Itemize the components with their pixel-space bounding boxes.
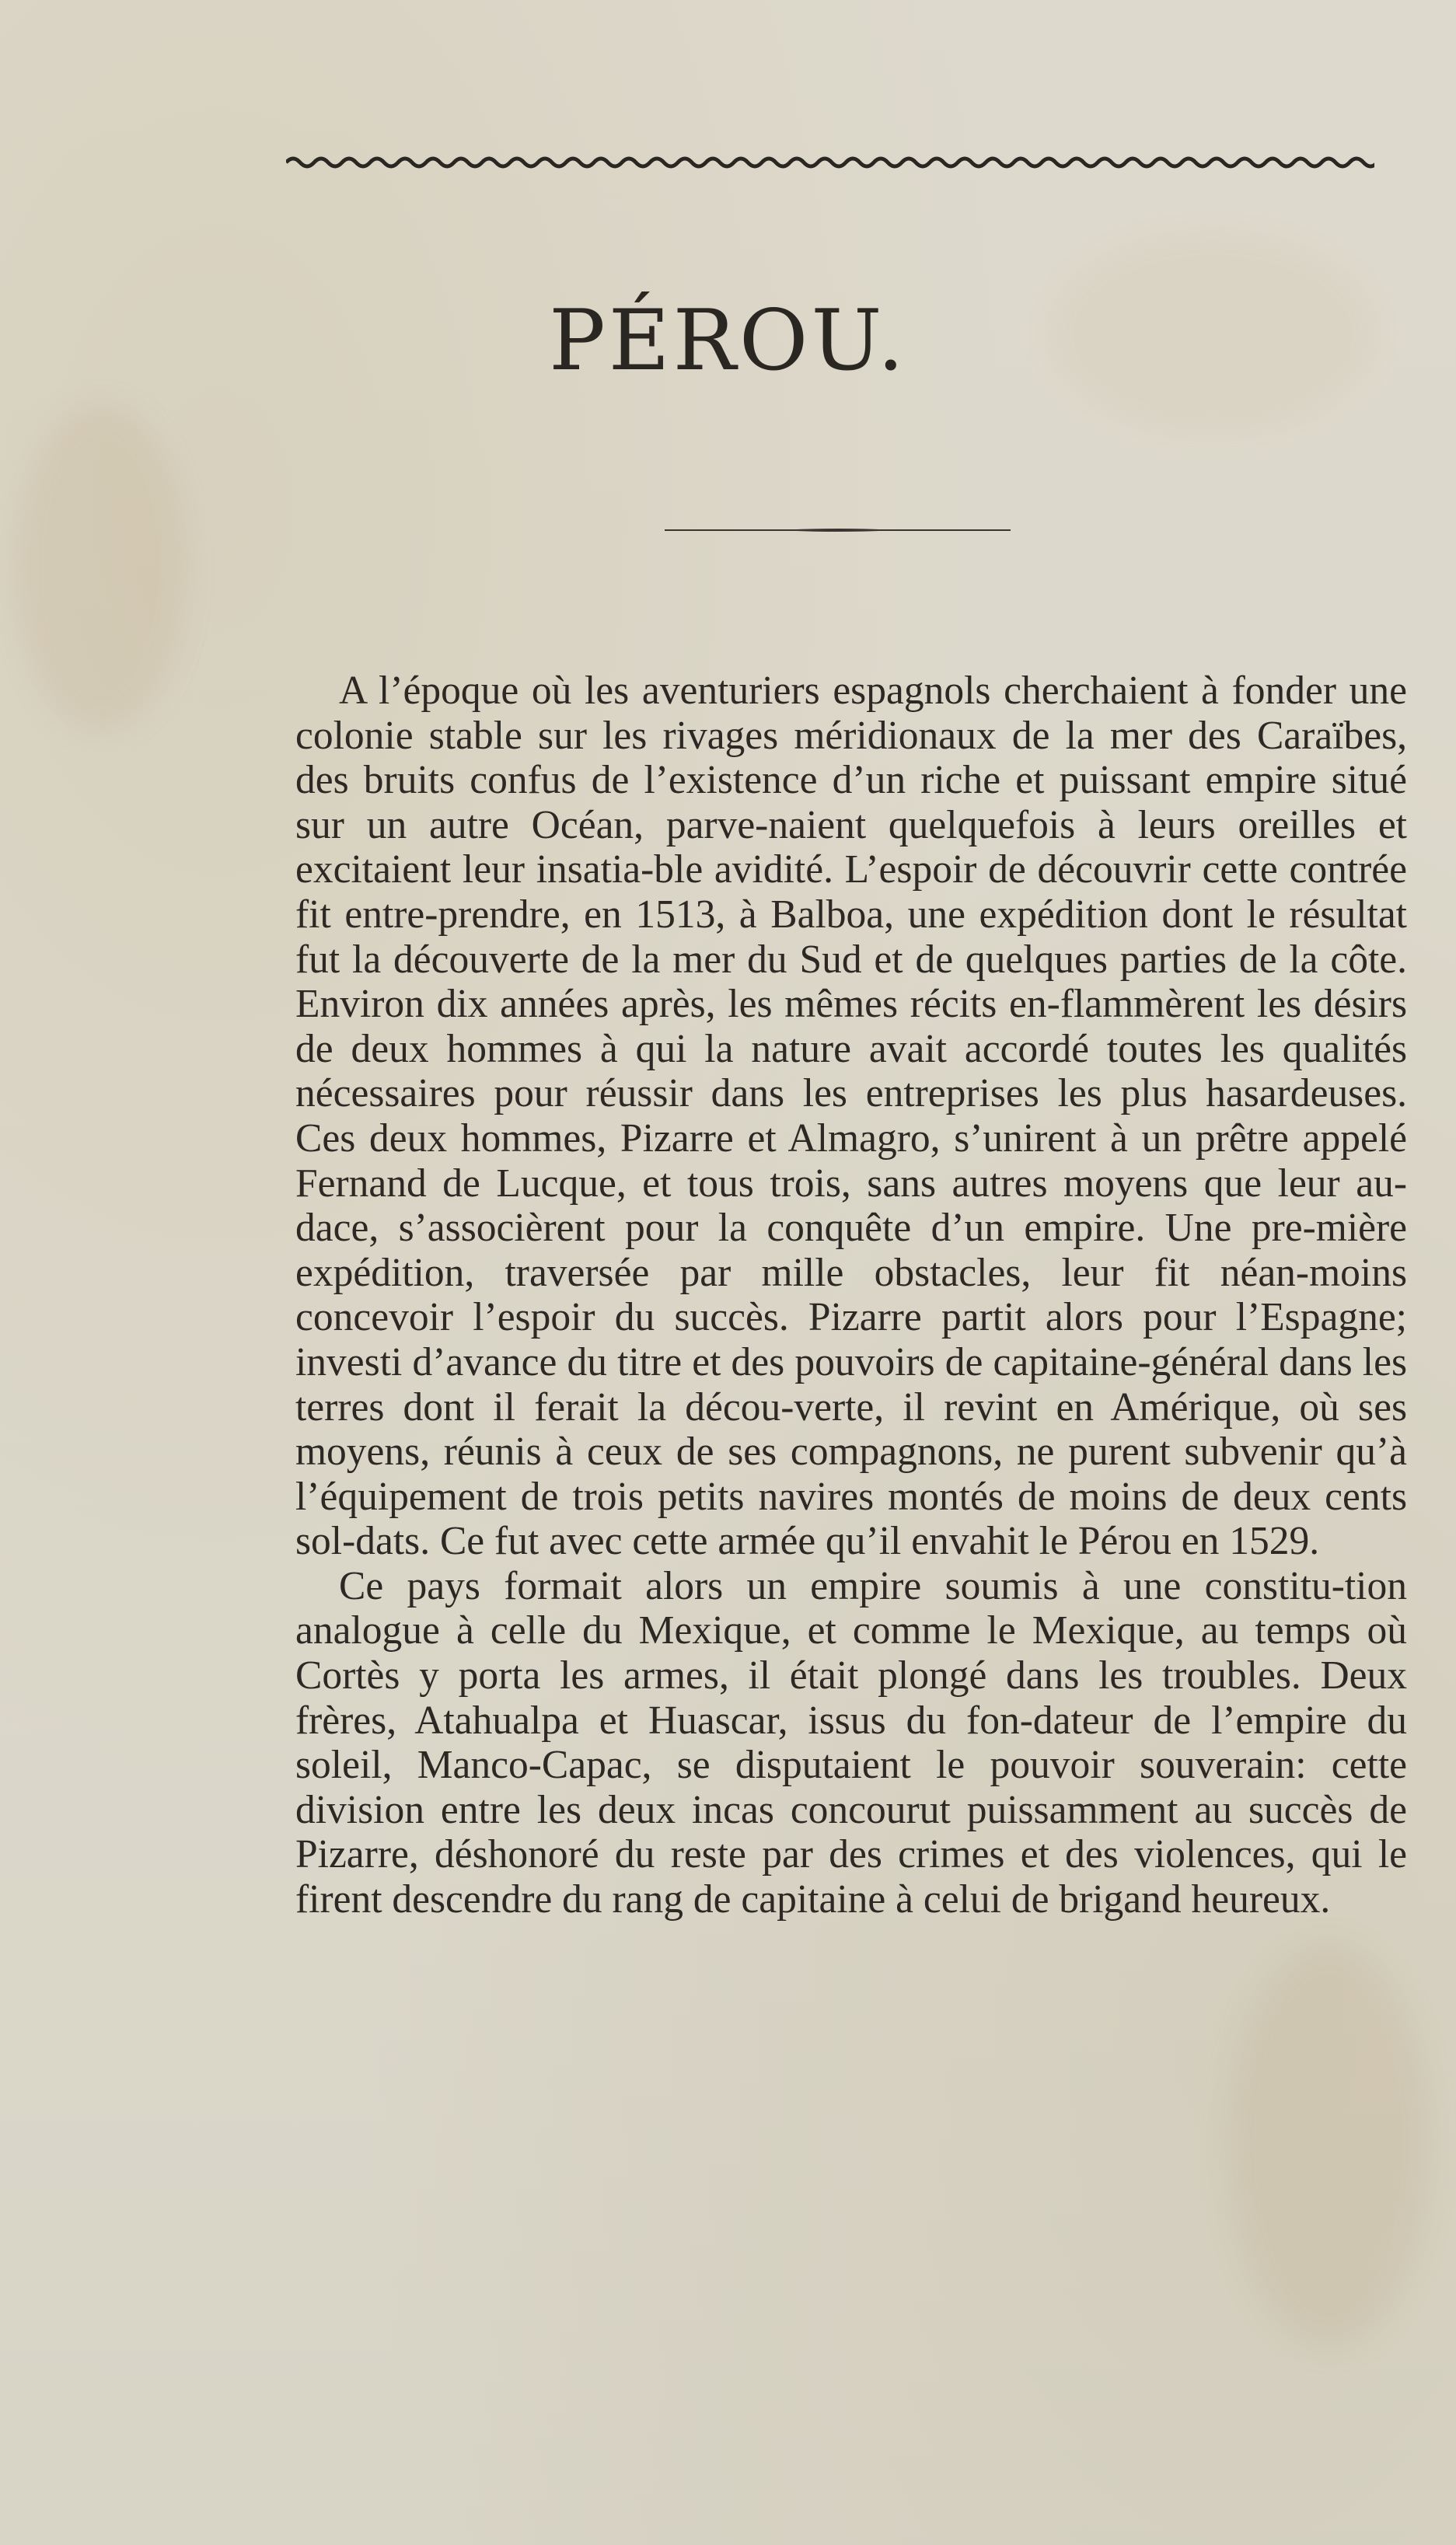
top-ornament-border — [286, 152, 1374, 173]
title-rule — [665, 527, 1011, 533]
body-text — [295, 669, 1407, 1922]
paper-stain — [16, 404, 187, 731]
paper-stain — [1228, 1943, 1430, 2348]
paragraph-1: A l’époque où les aventuriers espagnols cherchaient à fonder une colonie stable sur les rivages méridionaux de la mer des Caraïbes, des bruits confus de l’existence d’un riche et puissant empire situé sur un autre Océan, parve-naient quelquefois à leurs oreilles et excitaient leur insatia-ble avidité. L’espoir de découvrir cette contrée fit entre-prendre, en 1513, à Balboa, une expédition dont le résultat fut la découverte de la mer du Sud et de quelques parties de la côte. Environ dix années après, les mêmes récits en-flammèrent les désirs de deux hommes à qui la nature avait accordé toutes les qualités nécessaires pour réussir dans les entreprises les plus hasardeuses. Ces deux hommes, Pizarre et Almagro, s’unirent à un prêtre appelé Fernand de Lucque, et tous trois, sans autres moyens que leur au-dace, s’associèrent pour la conquête d’un empire. Une pre-mière expédition, traversée par mille obstacles, leur fit néan-moins concevoir l’espoir du succès. Pizarre partit alors pour l’Espagne; investi d’avance du titre et des pouvoirs de capitaine-général dans les terres dont il ferait la décou-verte, il revint en Amérique, où ses moyens, réunis à ceux de ses compagnons, ne purent subvenir qu’à l’équipement de trois petits navires montés de moins de deux cents sol-dats. Ce fut avec cette armée qu’il envahit le Pérou en 1529. — [295, 669, 1407, 1564]
wave-ornament-icon — [286, 152, 1374, 173]
page-title: PÉROU. — [549, 292, 907, 389]
paragraph-2: Ce pays formait alors un empire soumis à une constitu-tion analogue à celle du Mexique, et comme le Mexique, au temps où Cortès y porta les armes, il était plongé dans les troubles. Deux frères, Atahualpa et Huascar, issus du fon-dateur de l’empire du soleil, Manco-Capac, se disputaient le pouvoir souverain: cette division entre les deux incas concourut puissamment au succès de Pizarre, déshonoré du reste par des crimes et des violences, qui le firent descendre du rang de capitaine à celui de brigand heureux. — [295, 1563, 1407, 1922]
